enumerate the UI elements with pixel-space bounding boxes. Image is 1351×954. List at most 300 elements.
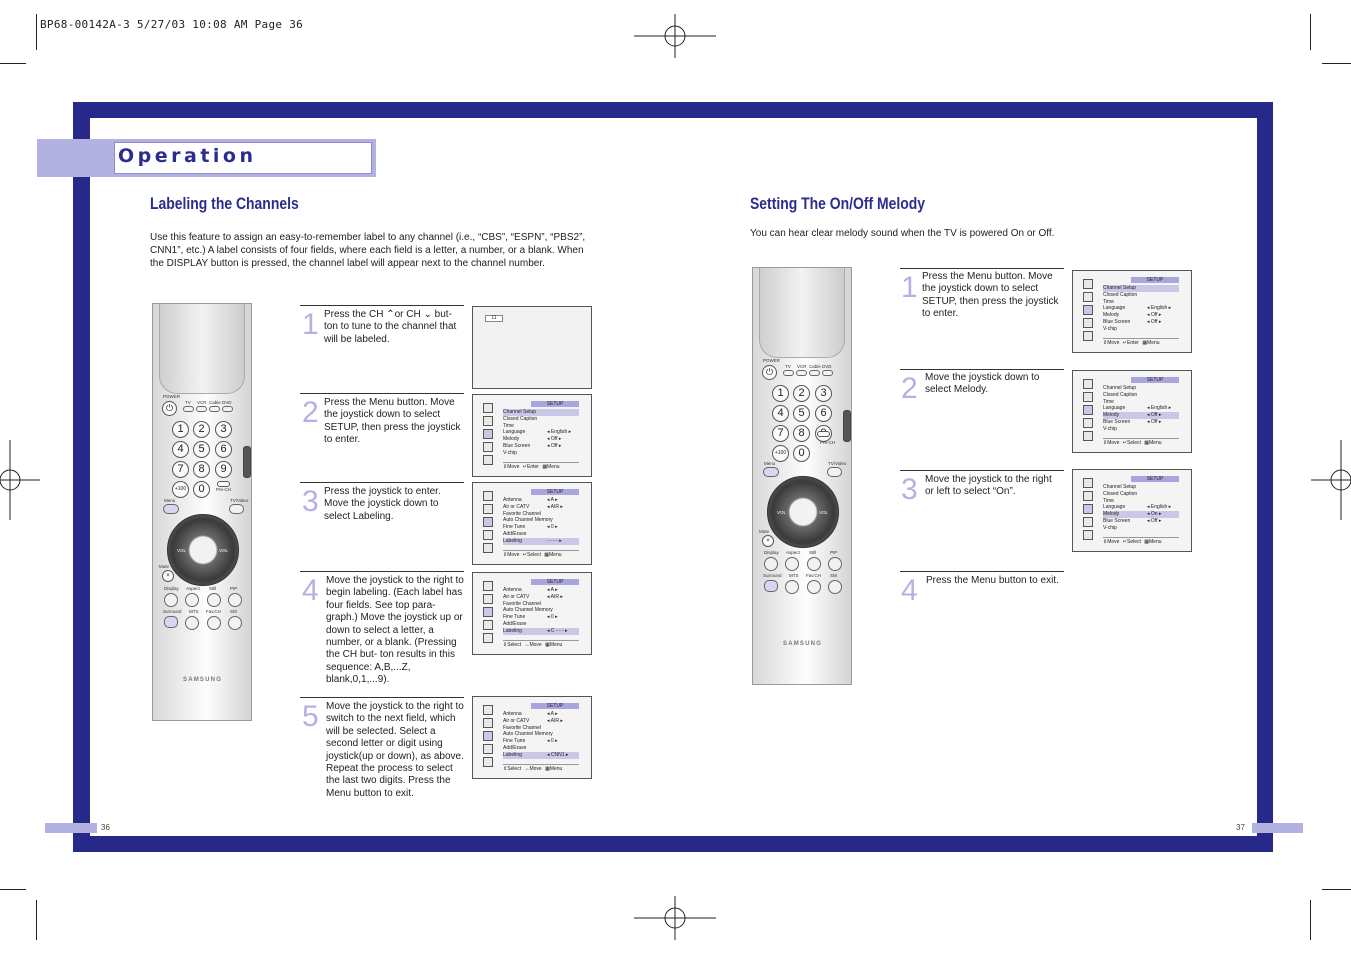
menu-row xyxy=(1103,392,1179,399)
menu-row-label: V-chip xyxy=(1103,425,1117,432)
mute-button[interactable]: × xyxy=(162,570,174,582)
registration-mark-top xyxy=(634,14,716,58)
digit-7-button[interactable]: 7 xyxy=(772,425,789,442)
menu-row-value: ◂ 0 ▸ xyxy=(547,738,558,745)
menu-rows xyxy=(503,497,579,545)
setup-icon xyxy=(1083,405,1093,415)
left-step-4-number: 4 xyxy=(302,574,319,607)
menu-row-value: ◂ Off ▸ xyxy=(1147,412,1162,419)
menu-icon-column xyxy=(483,491,495,556)
menu-row-label: Melody xyxy=(1103,312,1120,319)
digit-3-button[interactable]: 3 xyxy=(215,421,232,438)
right-step-1-number: 1 xyxy=(901,271,918,304)
menu-row-label: Time xyxy=(1103,398,1114,405)
menu-row xyxy=(503,409,579,416)
channel-icon xyxy=(1083,418,1093,428)
function-icon xyxy=(483,757,493,767)
menu-row xyxy=(1103,285,1179,292)
menu-row xyxy=(503,725,579,732)
sm-button[interactable] xyxy=(828,580,842,594)
menu-row xyxy=(1103,484,1179,491)
menu-footer: ⇕Move ↵Enter ▦Menu xyxy=(1103,338,1179,347)
menu-row-label: V-chip xyxy=(1103,524,1117,531)
menu-footer: ⇕Move ↵Select ▦Menu xyxy=(503,550,579,559)
mute-label: Mute xyxy=(759,529,770,534)
menu-row xyxy=(503,601,579,608)
tv-screen-channel xyxy=(472,306,592,389)
remote-top-cover xyxy=(159,304,245,394)
sound-icon xyxy=(483,718,493,728)
menu-header: SETUP xyxy=(1131,377,1179,383)
picture-icon xyxy=(483,491,493,501)
mute-label: Mute xyxy=(159,564,170,569)
mode-label-dvd: DVD xyxy=(822,364,832,369)
menu-row-value: ◂ 0 ▸ xyxy=(547,524,558,531)
digit-1-button[interactable]: 1 xyxy=(772,385,789,402)
pre-ch-label: Pre-CH xyxy=(820,440,836,445)
fav-ch-button[interactable] xyxy=(207,616,221,630)
menu-row xyxy=(503,745,579,752)
mode-cable-button[interactable] xyxy=(209,406,220,412)
menu-button[interactable] xyxy=(763,467,779,477)
tv-screen-channel-menu-labeling xyxy=(472,482,592,565)
plus100-button[interactable]: +100 xyxy=(172,481,189,498)
left-step-2-text: Press the Menu button. Move the joystick down to select SETUP, then press the joystick to enter. xyxy=(324,397,461,446)
channel-icon xyxy=(1083,318,1093,328)
display-label: Display xyxy=(164,586,179,591)
menu-row-label: Language xyxy=(1103,504,1126,511)
left-step-5-text: Move the joystick to the right to switch to the next field, which will be selected. Select a second letter or digit using joystick(up or down), as above. Repeat the process to select the last two digits. Press the Menu button to exit. xyxy=(326,701,464,799)
tv-video-button[interactable] xyxy=(229,504,244,514)
vol-label-right: VOL xyxy=(819,510,829,515)
right-step-3-text: Move the joystick to the right or left to select “On”. xyxy=(925,474,1052,498)
right-step-2-rule xyxy=(900,369,1064,370)
menu-row xyxy=(503,731,579,738)
menu-row-label: Auto Channel Memory xyxy=(503,731,553,738)
pre-ch-button[interactable] xyxy=(817,431,830,437)
mode-label-tv: TV xyxy=(185,400,191,405)
channel-number-badge: 11 xyxy=(485,315,503,322)
setup-icon xyxy=(1083,504,1093,514)
menu-header: SETUP xyxy=(531,703,579,709)
menu-row xyxy=(1103,504,1179,511)
menu-row xyxy=(1103,326,1179,333)
mts-button[interactable] xyxy=(185,616,199,630)
menu-row-value: ◂ Off ▸ xyxy=(1147,517,1162,524)
tv-screen-labeling-complete xyxy=(472,696,592,779)
tv-video-button[interactable] xyxy=(827,467,842,477)
right-step-4-rule xyxy=(900,571,1064,572)
crop-mark xyxy=(0,63,26,64)
function-icon xyxy=(1083,530,1093,540)
menu-row-value: - - - - ▸ xyxy=(547,537,562,544)
aspect-label: Aspect xyxy=(186,586,200,591)
menu-rows xyxy=(1103,385,1179,433)
power-button[interactable]: ⏻ xyxy=(762,365,777,380)
menu-row-label: Blue Screen xyxy=(1103,318,1131,325)
digit-0-button[interactable]: 0 xyxy=(793,445,810,462)
menu-row-label: Melody xyxy=(1103,412,1120,419)
still-button[interactable] xyxy=(207,593,221,607)
menu-row-label: Language xyxy=(1103,305,1126,312)
right-step-3-rule xyxy=(900,470,1064,471)
menu-row-label: Air or CATV xyxy=(503,503,530,510)
aspect-button[interactable] xyxy=(185,593,199,607)
menu-label: Menu xyxy=(164,498,176,503)
surround-button[interactable] xyxy=(764,580,778,592)
menu-header: SETUP xyxy=(1131,277,1179,283)
pip-label: PIP xyxy=(230,586,238,591)
menu-row xyxy=(1103,299,1179,306)
tv-screen-setup-menu-right xyxy=(1072,270,1192,353)
menu-row xyxy=(503,416,579,423)
right-step-4-text: Press the Menu button to exit. xyxy=(926,575,1059,586)
menu-row xyxy=(503,423,579,430)
digit-0-button[interactable]: 0 xyxy=(193,481,210,498)
menu-row xyxy=(503,614,579,621)
pre-ch-label: Pre-CH xyxy=(216,487,232,492)
menu-row-label: Fine Tune xyxy=(503,614,526,621)
mts-label: MTS xyxy=(189,609,199,614)
menu-row-label: Add/Erase xyxy=(503,530,527,537)
digit-7-button[interactable]: 7 xyxy=(172,461,189,478)
registration-mark-left xyxy=(0,440,40,520)
surround-button[interactable] xyxy=(164,616,178,628)
menu-row xyxy=(503,621,579,628)
menu-row-label: Favorite Channel xyxy=(503,510,542,517)
tv-screen-melody-selected xyxy=(1072,370,1192,453)
menu-icon-column xyxy=(483,403,495,468)
menu-row-label: Channel Setup xyxy=(1103,385,1137,391)
ch-rocker[interactable] xyxy=(843,410,851,442)
menu-row xyxy=(503,504,579,511)
left-step-3-rule xyxy=(300,482,464,483)
page-title: Operation xyxy=(118,145,257,167)
setup-icon xyxy=(1083,305,1093,315)
digit-8-button[interactable]: 8 xyxy=(793,425,810,442)
menu-row-value: ◂ Off ▸ xyxy=(547,436,562,443)
menu-rows xyxy=(503,409,579,457)
mode-vcr-button[interactable] xyxy=(796,370,807,376)
right-section-title: Setting The On/Off Melody xyxy=(750,194,926,213)
mode-dvd-button[interactable] xyxy=(822,370,833,376)
menu-row xyxy=(1103,312,1179,319)
menu-row-label: Antenna xyxy=(503,587,522,593)
menu-row-label: Fine Tune xyxy=(503,738,526,745)
menu-row-label: Favorite Channel xyxy=(503,600,542,607)
menu-row-value: ◂ A ▸ xyxy=(547,711,558,717)
pip-button[interactable] xyxy=(828,557,842,571)
menu-row xyxy=(1103,426,1179,433)
menu-row xyxy=(503,594,579,601)
menu-row-label: Closed Caption xyxy=(503,415,538,422)
menu-row-label: V-chip xyxy=(503,449,517,456)
menu-row xyxy=(503,450,579,457)
menu-row-label: Add/Erase xyxy=(503,744,527,751)
vol-label-right: VOL xyxy=(219,548,229,553)
menu-row-value: ◂ English ▸ xyxy=(1147,405,1172,412)
pip-label: PIP xyxy=(830,550,838,555)
menu-icon-column xyxy=(1083,379,1095,444)
mode-tv-button[interactable] xyxy=(183,406,194,412)
menu-footer: ⇕Move ↵Select ▦Menu xyxy=(1103,438,1179,447)
left-step-5-number: 5 xyxy=(302,700,319,733)
mts-button[interactable] xyxy=(785,580,799,594)
digit-9-button[interactable]: 9 xyxy=(215,461,232,478)
menu-row-label: Channel Setup xyxy=(1103,484,1137,490)
menu-row-value: ◂ English ▸ xyxy=(1147,305,1172,312)
menu-row-value: ◂ A ▸ xyxy=(547,497,558,503)
menu-row-label: Blue Screen xyxy=(1103,418,1131,425)
digit-4-button[interactable]: 4 xyxy=(172,441,189,458)
mode-label-vcr: VCR xyxy=(197,400,207,405)
menu-row xyxy=(503,443,579,450)
right-step-1-rule xyxy=(900,268,1064,269)
menu-row xyxy=(503,738,579,745)
digit-5-button[interactable]: 5 xyxy=(193,441,210,458)
left-step-2-number: 2 xyxy=(302,396,319,429)
menu-icon-column xyxy=(483,581,495,646)
menu-button[interactable] xyxy=(163,504,179,514)
right-step-2-text: Move the joystick down to select Melody. xyxy=(925,372,1040,396)
function-icon xyxy=(1083,331,1093,341)
digit-5-button[interactable]: 5 xyxy=(793,405,810,422)
menu-row-label: Melody xyxy=(503,436,520,443)
menu-row xyxy=(503,531,579,538)
ch-rocker[interactable] xyxy=(243,446,251,478)
tv-video-label: TV/Video xyxy=(828,461,847,466)
digit-2-button[interactable]: 2 xyxy=(193,421,210,438)
remote-power-label: POWER xyxy=(763,358,781,363)
menu-row-label: Favorite Channel xyxy=(503,724,542,731)
mode-label-cable: Cable xyxy=(209,400,221,405)
menu-row-label: Channel Setup xyxy=(503,409,537,415)
menu-row xyxy=(1103,511,1179,518)
mode-cable-button[interactable] xyxy=(809,370,820,376)
menu-row xyxy=(503,587,579,594)
vol-label-left: VOL xyxy=(177,548,187,553)
menu-row xyxy=(1103,292,1179,299)
menu-row-label: Closed Caption xyxy=(1103,391,1138,398)
menu-row xyxy=(503,517,579,524)
right-step-1-text: Press the Menu button. Move the joystick down to select SETUP, then press the joystick to enter. xyxy=(922,271,1059,320)
surround-label: Surround xyxy=(163,609,182,614)
mode-label-dvd: DVD xyxy=(222,400,232,405)
menu-row xyxy=(1103,319,1179,326)
menu-row xyxy=(503,752,579,759)
left-step-1-text: Press the CH ⌃or CH ⌄ but- ton to tune to the channel that will be labeled. xyxy=(324,309,457,345)
fav-ch-label: Fav.CH xyxy=(206,609,221,614)
still-button[interactable] xyxy=(807,557,821,571)
sound-icon xyxy=(1083,292,1093,302)
menu-row-label: Language xyxy=(503,429,526,436)
sm-button[interactable] xyxy=(228,616,242,630)
tv-screen-setup-menu xyxy=(472,394,592,477)
mode-label-cable: Cable xyxy=(809,364,821,369)
menu-row-value: ◂ Off ▸ xyxy=(1147,312,1162,319)
setup-icon xyxy=(483,607,493,617)
picture-icon xyxy=(1083,279,1093,289)
page-number-bar-right xyxy=(1252,823,1303,833)
right-intro-text: You can hear clear melody sound when the TV is powered On or Off. xyxy=(750,228,1055,239)
digit-1-button[interactable]: 1 xyxy=(172,421,189,438)
menu-row xyxy=(503,538,579,545)
menu-icon-column xyxy=(1083,279,1095,344)
menu-row-label: Time xyxy=(1103,298,1114,305)
vol-label-left: VOL xyxy=(777,510,787,515)
menu-header: SETUP xyxy=(1131,476,1179,482)
menu-row-value: ◂ Off ▸ xyxy=(547,442,562,449)
menu-row-label: Air or CATV xyxy=(503,717,530,724)
menu-row-value: ◂ 0 ▸ xyxy=(547,614,558,621)
menu-row-label: Air or CATV xyxy=(503,593,530,600)
menu-row-value: ◂ AIR ▸ xyxy=(547,593,563,600)
menu-row xyxy=(1103,498,1179,505)
fav-ch-label: Fav.CH xyxy=(806,573,821,578)
menu-header: SETUP xyxy=(531,489,579,495)
crop-mark xyxy=(0,889,26,890)
menu-row-label: Time xyxy=(1103,497,1114,504)
menu-row xyxy=(503,607,579,614)
menu-header: SETUP xyxy=(531,579,579,585)
menu-footer: ⇕Select ↔Move ▦Menu xyxy=(503,764,579,773)
setup-icon xyxy=(483,429,493,439)
function-icon xyxy=(483,543,493,553)
menu-rows xyxy=(503,711,579,759)
menu-row-label: Fine Tune xyxy=(503,524,526,531)
channel-icon xyxy=(483,744,493,754)
left-step-4-rule xyxy=(300,571,464,572)
function-icon xyxy=(483,455,493,465)
mode-label-vcr: VCR xyxy=(797,364,807,369)
picture-icon xyxy=(483,403,493,413)
pip-button[interactable] xyxy=(228,593,242,607)
aspect-label: Aspect xyxy=(786,550,800,555)
digit-2-button[interactable]: 2 xyxy=(793,385,810,402)
digit-6-button[interactable]: 6 xyxy=(215,441,232,458)
menu-label: Menu xyxy=(764,461,776,466)
menu-row-value: ◂ AIR ▸ xyxy=(547,717,563,724)
menu-footer: ⇕Move ↵Enter ▦Menu xyxy=(503,462,579,471)
sm-label: SM xyxy=(230,609,237,614)
crop-mark xyxy=(1322,63,1351,64)
menu-row xyxy=(503,429,579,436)
crop-mark xyxy=(1310,900,1311,940)
mts-label: MTS xyxy=(789,573,799,578)
channel-icon xyxy=(1083,517,1093,527)
menu-row-label: Language xyxy=(1103,405,1126,412)
power-button[interactable]: ⏻ xyxy=(162,401,177,416)
menu-row xyxy=(503,524,579,531)
menu-row-label: Auto Channel Memory xyxy=(503,517,553,524)
picture-icon xyxy=(1083,478,1093,488)
print-slug: BP68-00142A-3 5/27/03 10:08 AM Page 36 xyxy=(40,18,304,31)
remote-top-cover xyxy=(759,268,845,358)
menu-row xyxy=(503,628,579,635)
menu-rows xyxy=(1103,285,1179,333)
menu-row-value: ◂ English ▸ xyxy=(547,429,572,436)
menu-footer: ⇕Move ↵Select ▦Menu xyxy=(1103,537,1179,546)
menu-icon-column xyxy=(1083,478,1095,543)
left-step-5-rule xyxy=(300,697,464,698)
sound-icon xyxy=(483,504,493,514)
display-button[interactable] xyxy=(164,593,178,607)
aspect-button[interactable] xyxy=(785,557,799,571)
menu-row xyxy=(1103,305,1179,312)
left-step-4-text: Move the joystick to the right to begin labeling. (Each label has four fields. See top para- graph.) Move the joystick up or down to select a letter, a number, or a blank. (Pressing the CH but- ton results in this sequence: A,B,...Z, blank,0,1,...9). xyxy=(326,575,464,686)
mode-vcr-button[interactable] xyxy=(196,406,207,412)
left-step-2-rule xyxy=(300,393,464,394)
menu-row-label: Antenna xyxy=(503,497,522,503)
menu-row xyxy=(1103,525,1179,532)
left-step-3-text: Press the joystick to enter. Move the joystick down to select Labeling. xyxy=(324,486,441,522)
registration-mark-right xyxy=(1311,440,1351,520)
menu-row-label: Closed Caption xyxy=(1103,490,1138,497)
right-step-4-number: 4 xyxy=(901,574,918,607)
menu-footer: ⇕Select ↔Move ▦Menu xyxy=(503,640,579,649)
function-icon xyxy=(1083,431,1093,441)
menu-row-value: ◂ CNN1 ▸ xyxy=(547,751,569,758)
tv-video-label: TV/Video xyxy=(230,498,249,503)
digit-4-button[interactable]: 4 xyxy=(772,405,789,422)
plus100-button[interactable]: +100 xyxy=(772,445,789,462)
menu-row-label: Labeling xyxy=(503,627,522,634)
menu-row xyxy=(503,497,579,504)
menu-row-label: V-chip xyxy=(1103,325,1117,332)
pre-ch-button[interactable] xyxy=(217,481,230,487)
display-button[interactable] xyxy=(764,557,778,571)
setup-icon xyxy=(483,517,493,527)
fav-ch-button[interactable] xyxy=(807,580,821,594)
page-number-left: 36 xyxy=(101,823,110,832)
digit-6-button[interactable]: 6 xyxy=(815,405,832,422)
left-intro-text: Use this feature to assign an easy-to-remember label to any channel (i.e., “CBS”, “ESPN”, “PBS2”, CNN1”, etc.) A label consists of four fields, where each field is a letter, a number, or a blank. When the DISPLAY button is pressed, the channel label will appear next to the channel number. xyxy=(150,232,586,269)
menu-row-value: ◂ C - - - ▸ xyxy=(547,627,568,634)
left-section-title: Labeling the Channels xyxy=(150,194,299,213)
crop-mark xyxy=(1310,14,1311,50)
right-step-3-number: 3 xyxy=(901,473,918,506)
menu-row xyxy=(503,711,579,718)
sound-icon xyxy=(1083,392,1093,402)
still-label: Still xyxy=(809,550,817,555)
menu-row-value: ◂ Off ▸ xyxy=(1147,418,1162,425)
menu-rows xyxy=(503,587,579,635)
mode-label-tv: TV xyxy=(785,364,791,369)
menu-row xyxy=(503,511,579,518)
digit-8-button[interactable]: 8 xyxy=(193,461,210,478)
menu-rows xyxy=(1103,484,1179,532)
menu-row-label: Blue Screen xyxy=(1103,517,1131,524)
menu-row xyxy=(1103,399,1179,406)
remote-brand-logo: SAMSUNG xyxy=(183,677,223,683)
sm-label: SM xyxy=(830,573,837,578)
still-label: Still xyxy=(209,586,217,591)
remote-brand-logo: SAMSUNG xyxy=(783,641,823,647)
mode-dvd-button[interactable] xyxy=(222,406,233,412)
picture-icon xyxy=(483,705,493,715)
sound-icon xyxy=(483,594,493,604)
menu-row-label: Channel Setup xyxy=(1103,285,1137,291)
remote-power-label: POWER xyxy=(163,394,181,399)
menu-row xyxy=(1103,405,1179,412)
digit-3-button[interactable]: 3 xyxy=(815,385,832,402)
menu-row-label: Labeling xyxy=(503,751,522,758)
function-icon xyxy=(483,633,493,643)
page-number-bar-left xyxy=(45,823,97,833)
mute-button[interactable]: × xyxy=(762,535,774,547)
menu-header: SETUP xyxy=(531,401,579,407)
mode-tv-button[interactable] xyxy=(783,370,794,376)
